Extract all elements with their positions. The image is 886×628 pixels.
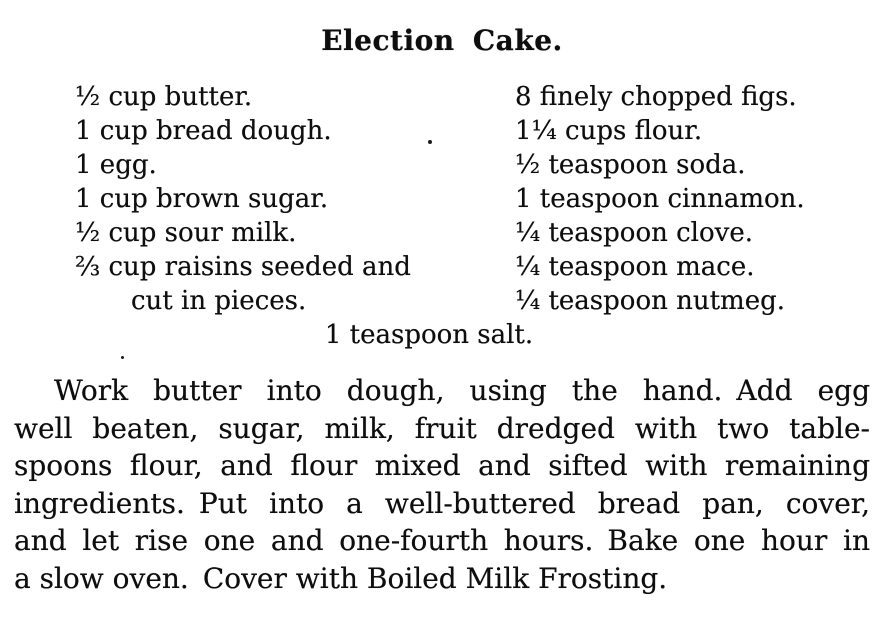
instructions-line: ingredients. Put into a well-buttered bread pan, cover, <box>14 486 870 520</box>
ingredient-salt-centered: 1 teaspoon salt. <box>324 320 534 350</box>
ingredient-line: ¼ teaspoon clove. <box>515 218 753 248</box>
ingredient-line: ½ teaspoon soda. <box>515 150 746 180</box>
scan-speck <box>428 140 432 144</box>
scan-speck <box>121 356 124 359</box>
instructions-paragraph <box>14 372 870 597</box>
recipe-title: Election Cake. <box>321 24 563 57</box>
ingredient-line: ¼ teaspoon nutmeg. <box>515 286 785 316</box>
ingredient-line: 1 teaspoon cinnamon. <box>515 184 805 214</box>
ingredient-line: 1 cup bread dough. <box>75 116 332 146</box>
ingredient-line: ¼ teaspoon mace. <box>515 252 755 282</box>
ingredient-column-right <box>442 80 870 318</box>
ingredient-list <box>14 80 870 318</box>
ingredient-line: 1 egg. <box>75 150 157 180</box>
instructions-line: and let rise one and one-fourth hours. Bake one hour in <box>14 524 870 557</box>
ingredient-line: ½ cup sour milk. <box>75 218 297 248</box>
ingredient-line: ½ cup butter. <box>75 82 253 112</box>
ingredient-line: 1¼ cups flour. <box>515 116 703 146</box>
instructions-line: well beaten, sugar, milk, fruit dredged with two table- <box>14 411 870 445</box>
ingredient-line-continuation: cut in pieces. <box>131 286 307 316</box>
ingredient-line: 8 finely chopped figs. <box>515 82 797 112</box>
instructions-line: Work butter into dough, using the hand. Add egg <box>54 374 870 407</box>
instructions-line: a slow oven. Cover with Boiled Milk Frosting. <box>14 561 668 595</box>
ingredient-line: ⅔ cup raisins seeded and <box>75 252 411 282</box>
ingredient-line: 1 cup brown sugar. <box>75 184 329 214</box>
instructions-line: spoons flour, and flour mixed and sifted with remaining <box>14 449 870 482</box>
ingredient-column-left <box>14 80 442 318</box>
